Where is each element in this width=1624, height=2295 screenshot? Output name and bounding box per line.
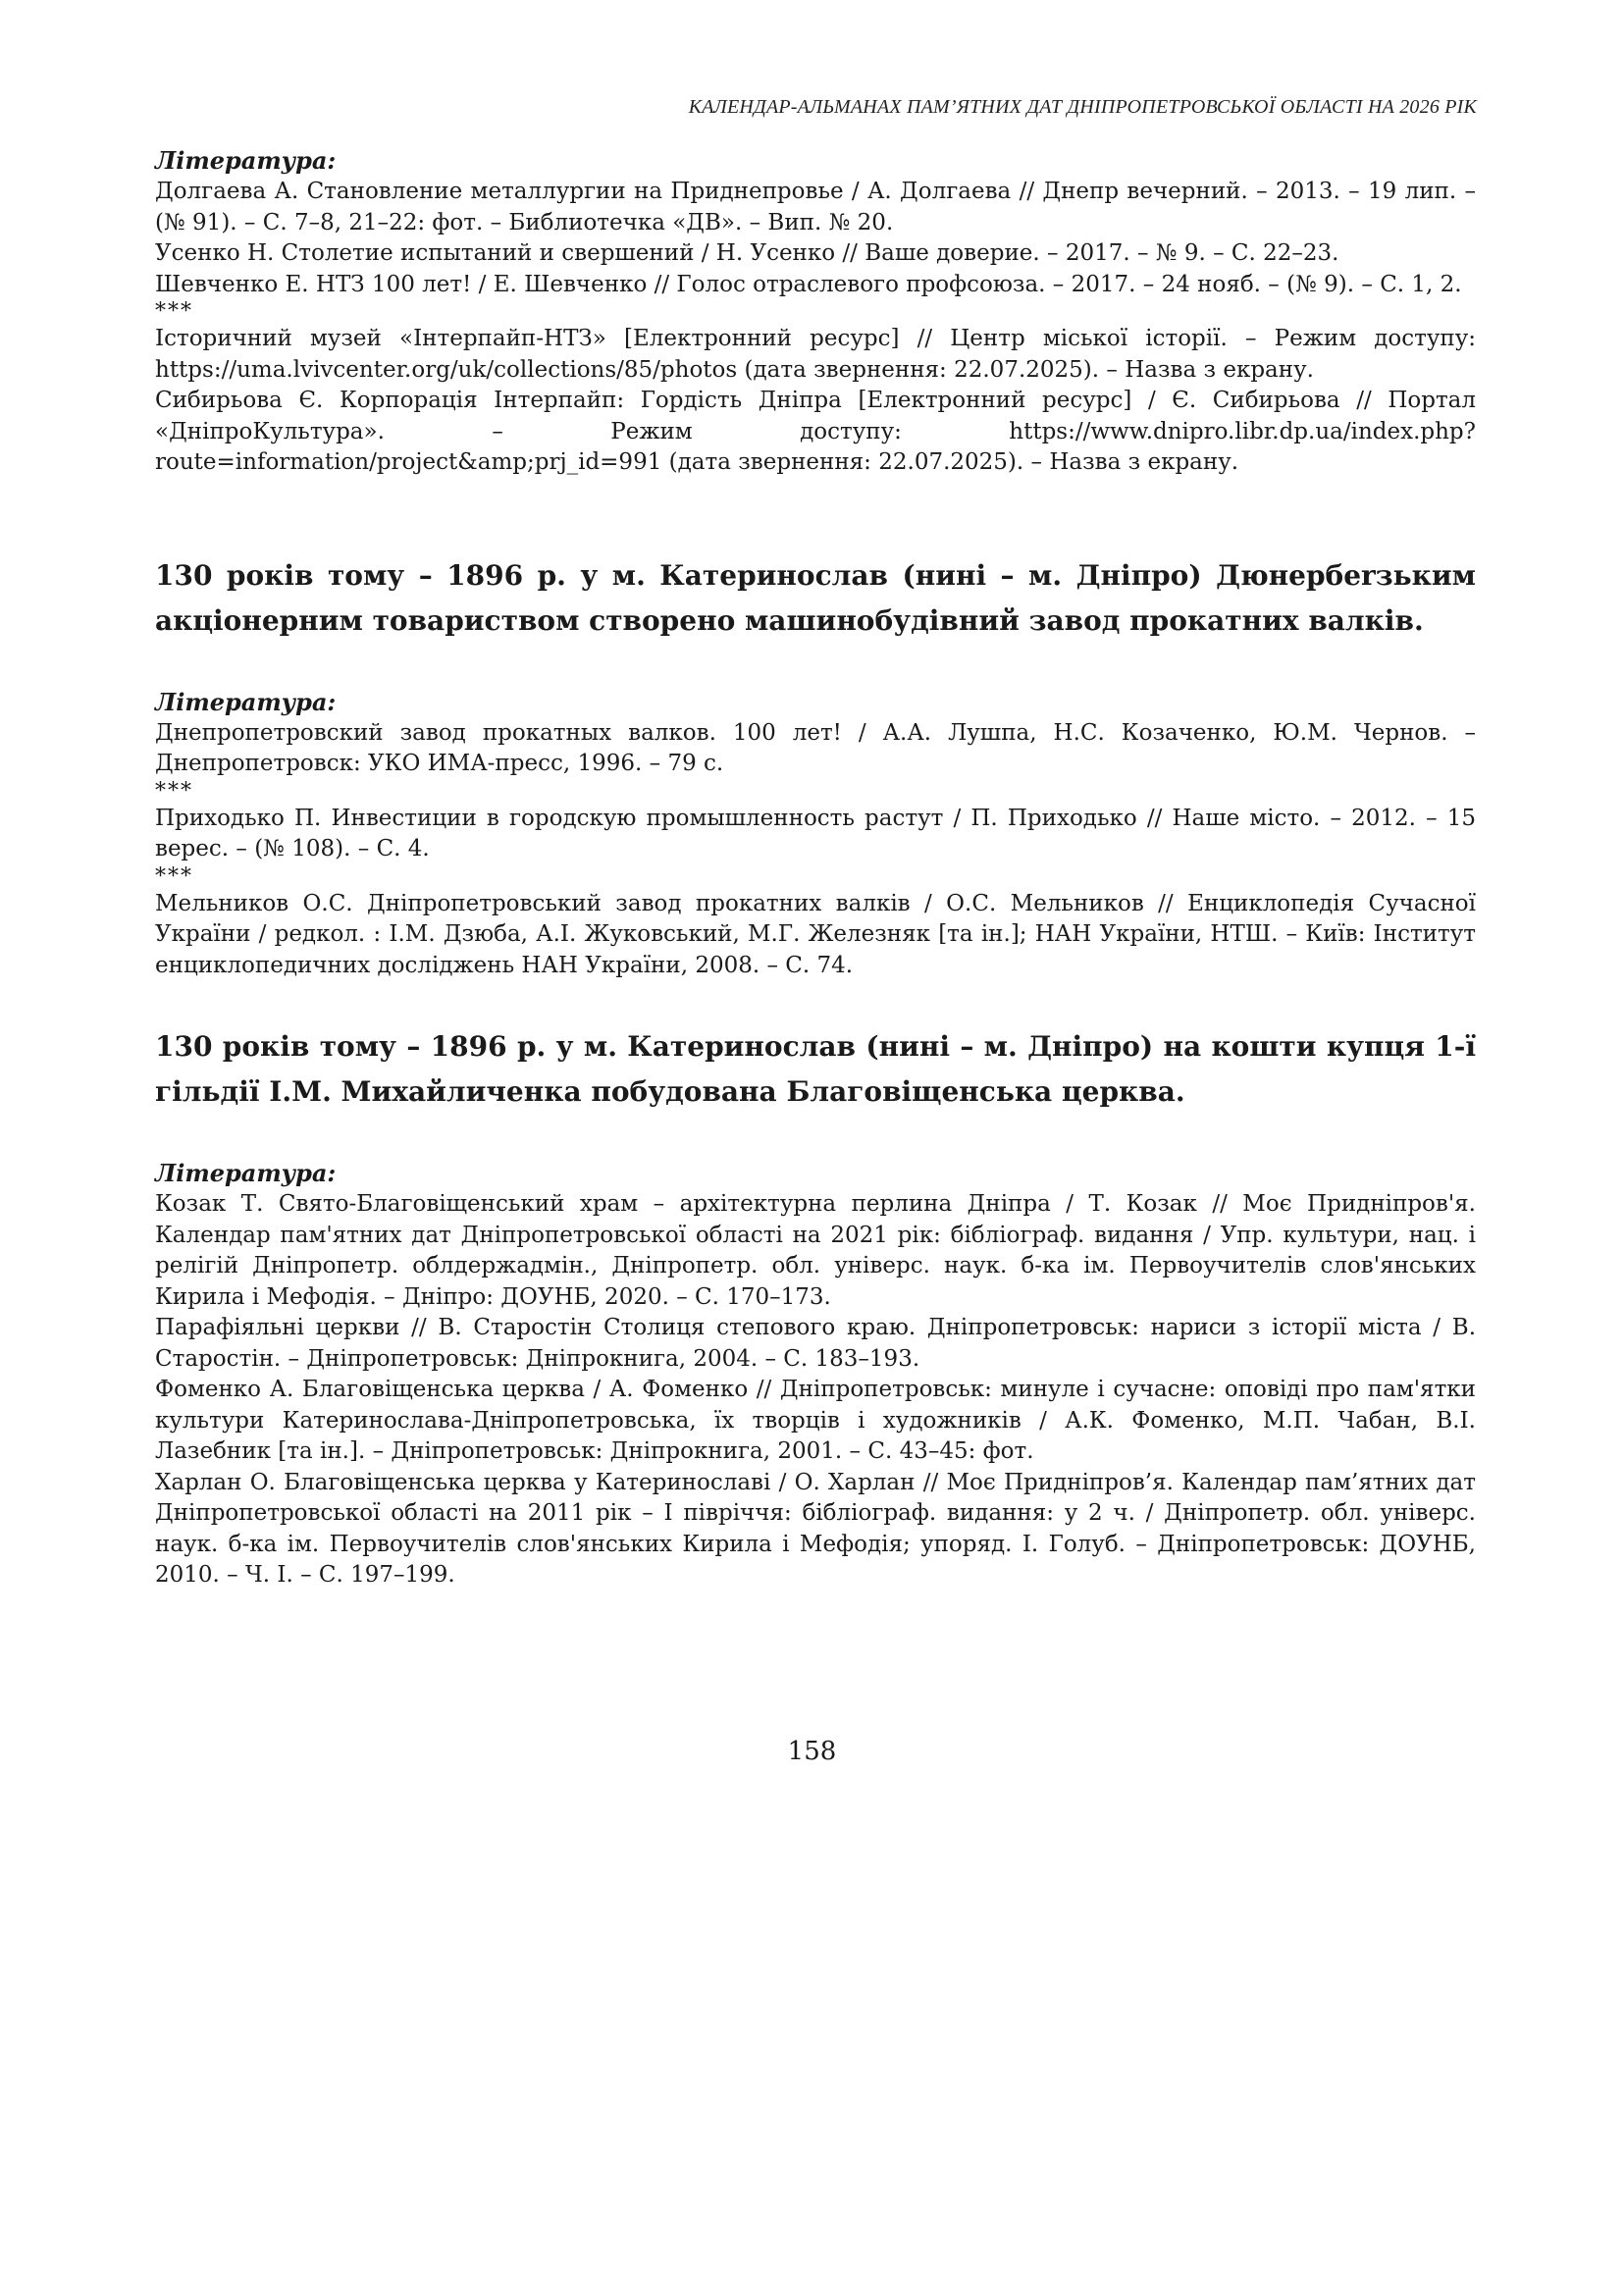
bibliography-entry: Фоменко А. Благовіщенська церква / А. Фоменко // Дніпропетровськ: минуле і сучасне: оповіді про пам'ятки культури Катеринослава-Дніпропетровська, їх творців і художників / А.К. Фоменко, М.П. Чабан, В.І. Лазебник [та ін.]. – Дніпропетровськ: Дніпрокнига, 2001. – С. 43–45: фот. [155,1377,1476,1464]
entry-separator: *** [155,863,193,889]
entry-separator: *** [155,299,193,324]
bibliography-entry: Приходько П. Инвестиции в городскую промышленность растут / П. Приходько // Наше місто. – 2012. – 15 верес. – (№ 108). – С. 4. [155,805,1476,861]
entry-separator: *** [155,778,193,804]
bibliography-entry: Сибирьова Є. Корпорація Інтерпайп: Гордість Дніпра [Електронний ресурс] / Є. Сибирьова // Портал «ДніпроКультура». – Режим доступу: https://www.dnipro.libr.dp.ua/index.php?route=information/project&amp;prj_id=991 (дата звернення: 22.07.2025). – Назва з екрану. [155,388,1476,475]
bibliography-entry: Парафіяльні церкви // В. Старостін Столиця степового краю. Дніпропетровськ: нариси з історії міста / В. Старостін. – Дніпропетровськ: Дніпрокнига, 2004. – С. 183–193. [155,1315,1476,1372]
bibliography-entry: Усенко Н. Столетие испытаний и свершений / Н. Усенко // Ваше доверие. – 2017. – № 9. – С. 22–23. [155,240,1339,266]
page-content [155,145,1476,1591]
bibliography-entry: Долгаева А. Становление металлургии на Приднепровье / А. Долгаева // Днепр вечерний. – 2013. – 19 лип. – (№ 91). – С. 7–8, 21–22: фот. – Библиотечка «ДВ». – Вип. № 20. [155,179,1476,235]
bibliography-entry: Харлан О. Благовіщенська церква у Катеринославі / О. Харлан // Моє Придніпров’я. Календар пам’ятних дат Дніпропетровської області на 2011 рік – І півріччя: бібліограф. видання: у 2 ч. / Дніпропетр. обл. універс. наук. б-ка ім. Первоучителів слов'янських Кирила і Мефодія; упоряд. І. Голуб. – Дніпропетровськ: ДОУНБ, 2010. – Ч. І. – С. 197–199. [155,1469,1476,1588]
literature-heading: Література: [155,687,337,716]
literature-heading: Література: [155,1159,337,1187]
bibliography-entry: Шевченко Е. НТЗ 100 лет! / Е. Шевченко // Голос отраслевого профсоюза. – 2017. – 24 нояб. – (№ 9). – С. 1, 2. [155,271,1462,297]
section-heading: 130 років тому – 1896 р. у м. Катеринослав (нині – м. Дніпро) Дюнербerзьким акціонерним товариством створено машинобудівний завод прокатних валків. [155,558,1476,637]
literature-heading: Література: [155,146,337,175]
bibliography-entry: Козак Т. Свято-Благовіщенський храм – архітектурна перлина Дніпра / Т. Козак // Моє Придніпров'я. Календар пам'ятних дат Дніпропетровської області на 2021 рік: бібліограф. видання / Упр. культури, нац. і релігій Дніпропетр. облдержадмін., Дніпропетр. обл. універс. наук. б-ка ім. Первоучителів слов'янських Кирила і Мефодія. – Дніпро: ДОУНБ, 2020. – С. 170–173. [155,1191,1476,1310]
section-heading: 130 років тому – 1896 р. у м. Катеринослав (нині – м. Дніпро) на кошти купця 1-ї гільдії І.М. Михайличенка побудована Благовіщенська церква. [155,1030,1476,1108]
bibliography-entry: Днепропетровский завод прокатных валков. 100 лет! / А.А. Лушпа, Н.С. Козаченко, Ю.М. Чернов. – Днепропетровск: УКО ИМА-пресс, 1996. – 79 с. [155,719,1476,776]
bibliography-entry: Мельников О.С. Дніпропетровський завод прокатних валків / О.С. Мельников // Енциклопедія Сучасної України / редкол. : І.М. Дзюба, А.І. Жуковський, М.Г. Железняк [та ін.]; НАН України, НТШ. – Київ: Інститут енциклопедичних досліджень НАН України, 2008. – С. 74. [155,890,1476,978]
page-number: 158 [787,1737,837,1766]
bibliography-entry: Історичний музей «Інтерпайп-НТЗ» [Електронний ресурс] // Центр міської історії. – Режим доступу: https://uma.lvivcenter.org/uk/collections/85/photos (дата звернення: 22.07.2025). – Назва з екрану. [155,326,1476,383]
running-header: КАЛЕНДАР-АЛЬМАНАХ ПАМ’ЯТНИХ ДАТ ДНІПРОПЕТРОВСЬКОЇ ОБЛАСТІ НА 2026 РІК [688,96,1477,118]
